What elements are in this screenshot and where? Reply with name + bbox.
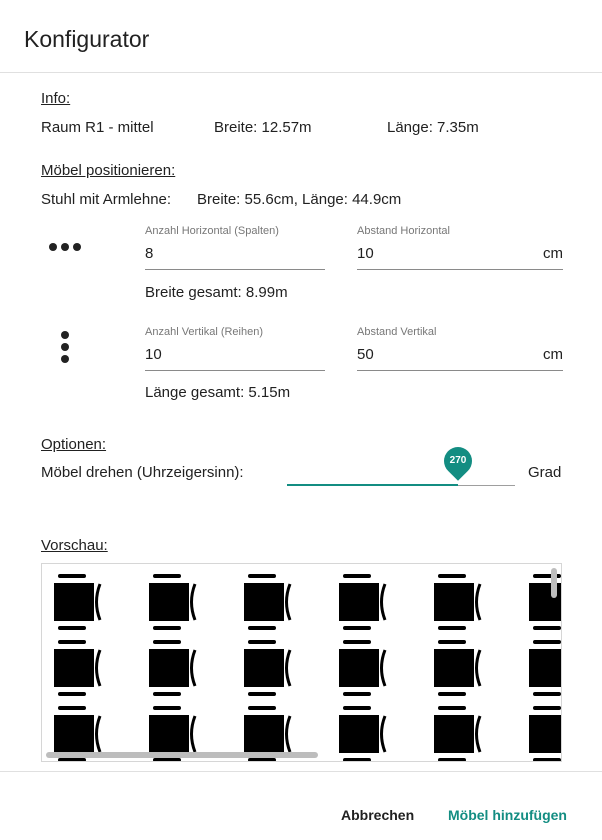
slider-value-label: 270 [449,455,467,466]
slider-thumb[interactable] [444,447,472,487]
preview-horizontal-scrollbar[interactable] [46,752,318,758]
chair-seat [529,649,561,687]
chair-armrest-bottom [248,692,276,696]
chair-seat [339,715,379,753]
chair-armrest-bottom [248,626,276,630]
chair-armrest-top [58,706,86,710]
chair-seat [434,583,474,621]
chair-armrest-bottom [58,626,86,630]
chair-armrest-top [153,640,181,644]
chair-armrest-top [533,640,561,644]
horizontal-spacing-label: Abstand Horizontal [357,225,450,237]
chair-armrest-top [438,706,466,710]
chair-seat [54,583,94,621]
dialog-content[interactable] [0,73,602,772]
chair-armrest-bottom [153,626,181,630]
chair-armrest-bottom [533,626,561,630]
chair-armrest-top [58,640,86,644]
horizontal-count-underline [145,269,325,270]
chair-armrest-bottom [438,626,466,630]
chair-armrest-top [248,706,276,710]
chair-armrest-bottom [438,692,466,696]
preview-chair [244,640,290,696]
chair-armrest-bottom [153,758,181,761]
chair-armrest-bottom [153,692,181,696]
preview-chair [529,640,561,696]
chair-seat [339,649,379,687]
dialog-title: Konfigurator [24,26,150,52]
chair-armrest-bottom [343,692,371,696]
vertical-count-label: Anzahl Vertikal (Reihen) [145,326,264,338]
preview-heading: Vorschau: [41,537,108,554]
room-length: Länge: 7.35m [387,119,479,136]
chair-seat [149,583,189,621]
chair-backrest [287,650,291,686]
preview-vertical-scrollbar[interactable] [551,568,557,598]
chair-backrest [477,584,481,620]
chair-seat [434,715,474,753]
position-heading: Möbel positionieren: [41,162,176,179]
room-name: Raum R1 - mittel [41,119,154,136]
preview-chair [434,706,480,761]
vertical-count-field[interactable] [145,324,325,371]
horizontal-count-input[interactable]: 8 [145,245,154,262]
vertical-spacing-underline [357,370,563,371]
preview-canvas[interactable] [41,563,562,762]
chair-armrest-bottom [533,758,561,761]
chair-armrest-bottom [343,758,371,761]
vertical-count-input[interactable]: 10 [145,346,162,363]
vertical-spacing-field[interactable] [357,324,563,371]
dots-horizontal-icon [49,243,83,253]
rotation-slider[interactable] [287,445,515,489]
chair-armrest-bottom [533,692,561,696]
chair-backrest [382,584,386,620]
chair-seat [244,715,284,753]
preview-chair [54,574,100,630]
chair-seat [149,649,189,687]
chair-backrest [97,650,101,686]
chair-armrest-bottom [343,626,371,630]
chair-seat [529,715,561,753]
chair-backrest [192,716,196,752]
chair-armrest-top [533,706,561,710]
chair-armrest-bottom [58,758,86,761]
chair-armrest-bottom [58,692,86,696]
vertical-count-underline [145,370,325,371]
chair-armrest-top [438,640,466,644]
preview-chair [244,574,290,630]
chair-armrest-top [343,640,371,644]
chair-backrest [477,716,481,752]
furniture-name: Stuhl mit Armlehne: [41,191,172,208]
chair-backrest [382,650,386,686]
horizontal-spacing-underline [357,269,563,270]
chair-armrest-top [438,574,466,578]
chair-seat [244,583,284,621]
preview-layout [42,564,561,761]
cancel-button[interactable]: Abbrechen [341,807,415,823]
chair-backrest [192,584,196,620]
chair-armrest-bottom [248,758,276,761]
chair-seat [54,715,94,753]
chair-seat [244,649,284,687]
preview-chair [339,574,385,630]
chair-seat [54,649,94,687]
dialog-header [0,0,602,73]
room-width: Breite: 12.57m [214,119,312,136]
horizontal-count-label: Anzahl Horizontal (Spalten) [145,225,279,237]
chair-armrest-top [343,574,371,578]
vertical-spacing-unit: cm [543,346,563,363]
vertical-spacing-label: Abstand Vertikal [357,326,437,338]
horizontal-count-field[interactable] [145,223,325,270]
chair-backrest [97,716,101,752]
chair-armrest-top [248,640,276,644]
chair-armrest-bottom [438,758,466,761]
slider-active-track [287,484,458,486]
preview-chair [529,706,561,761]
preview-chair [434,640,480,696]
horizontal-spacing-input[interactable]: 10 [357,245,374,262]
chair-armrest-top [343,706,371,710]
preview-chair [339,640,385,696]
preview-chair [54,640,100,696]
chair-armrest-top [248,574,276,578]
chair-armrest-top [58,574,86,578]
preview-chair [149,640,195,696]
chair-armrest-top [153,706,181,710]
chair-backrest [287,584,291,620]
dialog-actions [0,772,602,840]
rotate-unit: Grad [528,464,562,481]
chair-seat [434,649,474,687]
chair-backrest [287,716,291,752]
preview-chair [339,706,385,761]
options-heading: Optionen: [41,436,107,453]
preview-chair [434,574,480,630]
add-furniture-button[interactable]: Möbel hinzufügen [448,807,567,823]
rotate-label: Möbel drehen (Uhrzeigersinn): [41,464,244,481]
chair-backrest [382,716,386,752]
furniture-dimensions: Breite: 55.6cm, Länge: 44.9cm [197,191,402,208]
info-heading: Info: [41,90,71,107]
horizontal-spacing-unit: cm [543,245,563,262]
total-width: Breite gesamt: 8.99m [145,284,288,301]
total-length: Länge gesamt: 5.15m [145,384,291,401]
chair-armrest-top [153,574,181,578]
dots-vertical-icon [61,331,71,365]
chair-seat [149,715,189,753]
chair-backrest [192,650,196,686]
chair-backrest [477,650,481,686]
preview-chair [149,574,195,630]
chair-backrest [97,584,101,620]
vertical-spacing-input[interactable]: 50 [357,346,374,363]
chair-seat [339,583,379,621]
horizontal-spacing-field[interactable] [357,223,563,270]
